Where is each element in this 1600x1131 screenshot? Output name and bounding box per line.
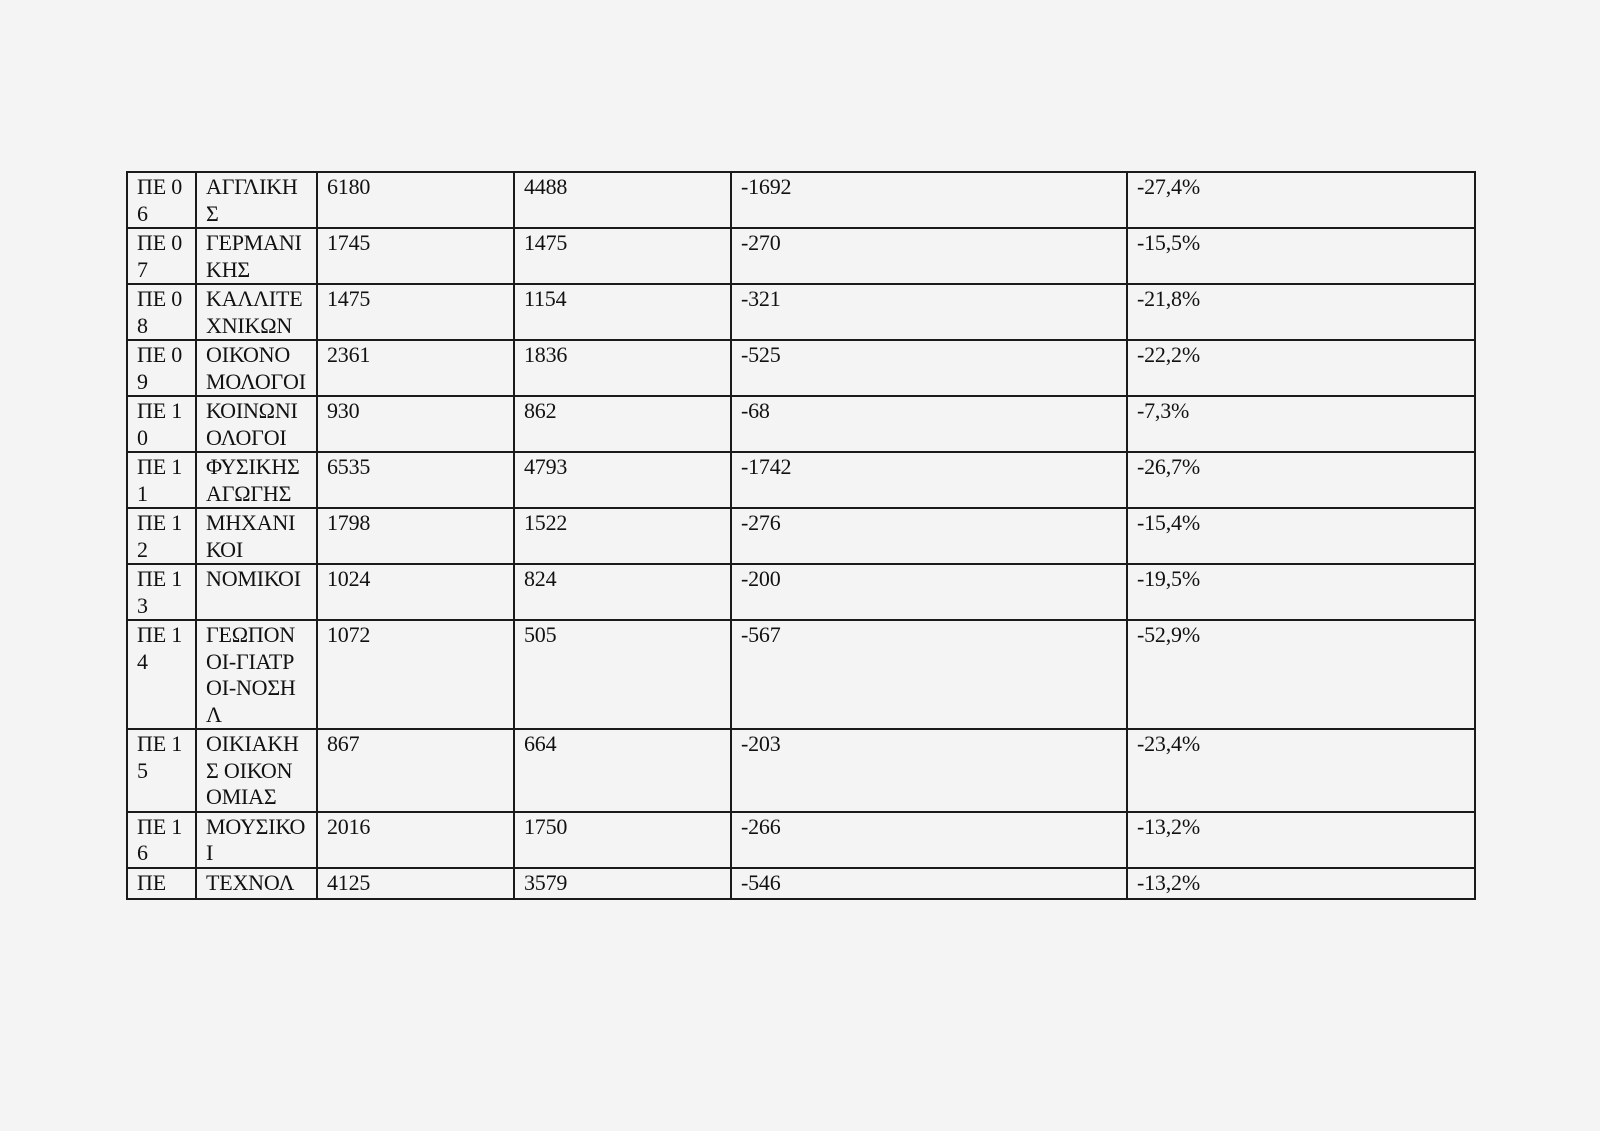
difference-cell: -1692 — [731, 172, 1127, 228]
first-count-cell: 2016 — [317, 812, 514, 868]
second-count-cell: 1750 — [514, 812, 731, 868]
specialty-name-cell: ΤΕΧΝΟΛ — [196, 868, 317, 899]
table-row — [127, 564, 1475, 620]
table-row — [127, 508, 1475, 564]
second-count-cell: 4488 — [514, 172, 731, 228]
second-count-cell: 664 — [514, 729, 731, 812]
first-count-cell: 1745 — [317, 228, 514, 284]
table-row — [127, 620, 1475, 729]
specialty-name-cell: ΦΥΣΙΚΗΣ ΑΓΩΓΗΣ — [196, 452, 317, 508]
specialty-name-cell: ΓΕΡΜΑΝΙΚΗΣ — [196, 228, 317, 284]
difference-cell: -321 — [731, 284, 1127, 340]
difference-cell: -1742 — [731, 452, 1127, 508]
first-count-cell: 4125 — [317, 868, 514, 899]
percent-change-cell: -15,4% — [1127, 508, 1475, 564]
first-count-cell: 930 — [317, 396, 514, 452]
difference-cell: -270 — [731, 228, 1127, 284]
percent-change-cell: -19,5% — [1127, 564, 1475, 620]
specialty-code-cell: ΠΕ 09 — [127, 340, 196, 396]
specialty-code-cell: ΠΕ 10 — [127, 396, 196, 452]
percent-change-cell: -13,2% — [1127, 868, 1475, 899]
specialty-name-cell: ΟΙΚΙΑΚΗΣ ΟΙΚΟΝΟΜΙΑΣ — [196, 729, 317, 812]
second-count-cell: 1522 — [514, 508, 731, 564]
specialty-name-cell: ΝΟΜΙΚΟΙ — [196, 564, 317, 620]
specialty-code-cell: ΠΕ — [127, 868, 196, 899]
difference-cell: -567 — [731, 620, 1127, 729]
percent-change-cell: -52,9% — [1127, 620, 1475, 729]
first-count-cell: 867 — [317, 729, 514, 812]
specialty-name-cell: ΚΟΙΝΩΝΙΟΛΟΓΟΙ — [196, 396, 317, 452]
table-row — [127, 868, 1475, 899]
second-count-cell: 824 — [514, 564, 731, 620]
difference-cell: -200 — [731, 564, 1127, 620]
difference-cell: -68 — [731, 396, 1127, 452]
second-count-cell: 1475 — [514, 228, 731, 284]
difference-cell: -203 — [731, 729, 1127, 812]
table-row — [127, 228, 1475, 284]
specialty-name-cell: ΓΕΩΠΟΝΟΙ-ΓΙΑΤΡΟΙ-ΝΟΣΗΛ — [196, 620, 317, 729]
first-count-cell: 6180 — [317, 172, 514, 228]
specialty-code-cell: ΠΕ 11 — [127, 452, 196, 508]
table-row — [127, 812, 1475, 868]
table-row — [127, 396, 1475, 452]
data-table — [126, 171, 1476, 900]
specialty-code-cell: ΠΕ 12 — [127, 508, 196, 564]
difference-cell: -525 — [731, 340, 1127, 396]
specialty-name-cell: ΜΟΥΣΙΚΟΙ — [196, 812, 317, 868]
second-count-cell: 1154 — [514, 284, 731, 340]
first-count-cell: 1475 — [317, 284, 514, 340]
difference-cell: -546 — [731, 868, 1127, 899]
specialty-name-cell: ΟΙΚΟΝΟΜΟΛΟΓΟΙ — [196, 340, 317, 396]
specialty-code-cell: ΠΕ 08 — [127, 284, 196, 340]
second-count-cell: 3579 — [514, 868, 731, 899]
table-row — [127, 452, 1475, 508]
percent-change-cell: -26,7% — [1127, 452, 1475, 508]
second-count-cell: 4793 — [514, 452, 731, 508]
percent-change-cell: -7,3% — [1127, 396, 1475, 452]
specialty-code-cell: ΠΕ 13 — [127, 564, 196, 620]
table-row — [127, 340, 1475, 396]
first-count-cell: 6535 — [317, 452, 514, 508]
first-count-cell: 1024 — [317, 564, 514, 620]
difference-cell: -266 — [731, 812, 1127, 868]
specialty-code-cell: ΠΕ 06 — [127, 172, 196, 228]
difference-cell: -276 — [731, 508, 1127, 564]
table-row — [127, 172, 1475, 228]
percent-change-cell: -23,4% — [1127, 729, 1475, 812]
specialty-code-cell: ΠΕ 16 — [127, 812, 196, 868]
percent-change-cell: -21,8% — [1127, 284, 1475, 340]
percent-change-cell: -22,2% — [1127, 340, 1475, 396]
specialty-code-cell: ΠΕ 14 — [127, 620, 196, 729]
first-count-cell: 1798 — [317, 508, 514, 564]
second-count-cell: 1836 — [514, 340, 731, 396]
first-count-cell: 1072 — [317, 620, 514, 729]
second-count-cell: 505 — [514, 620, 731, 729]
table-row — [127, 729, 1475, 812]
specialty-name-cell: ΜΗΧΑΝΙΚΟΙ — [196, 508, 317, 564]
percent-change-cell: -13,2% — [1127, 812, 1475, 868]
specialty-code-cell: ΠΕ 15 — [127, 729, 196, 812]
specialty-code-cell: ΠΕ 07 — [127, 228, 196, 284]
second-count-cell: 862 — [514, 396, 731, 452]
percent-change-cell: -27,4% — [1127, 172, 1475, 228]
table-row — [127, 284, 1475, 340]
first-count-cell: 2361 — [317, 340, 514, 396]
specialty-name-cell: ΑΓΓΛΙΚΗΣ — [196, 172, 317, 228]
specialty-name-cell: ΚΑΛΛΙΤΕΧΝΙΚΩΝ — [196, 284, 317, 340]
percent-change-cell: -15,5% — [1127, 228, 1475, 284]
